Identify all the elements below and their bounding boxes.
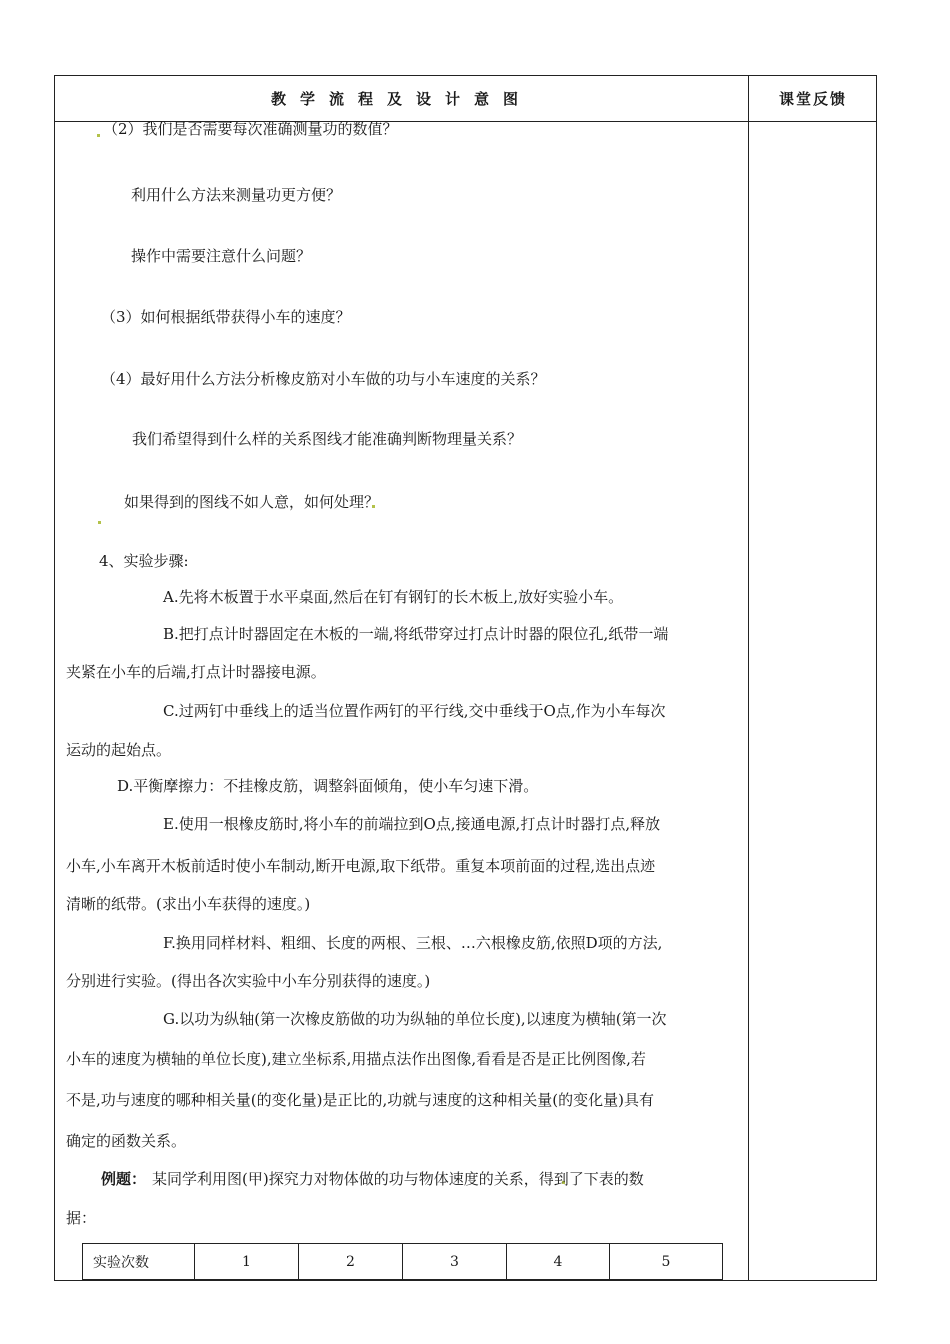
question-4: （4）最好用什么方法分析橡皮筋对小车做的功与小车速度的关系？ — [101, 370, 546, 388]
question-2b: 操作中需要注意什么问题？ — [131, 247, 312, 265]
table-header-cell: 实验次数 — [83, 1244, 195, 1279]
step-e-line3: 清晰的纸带。(求出小车获得的速度。) — [66, 895, 311, 913]
step-f-line1: F.换用同样材料、粗细、长度的两根、三根、…六根橡皮筋,依照D项的方法, — [163, 934, 663, 952]
example-text-line2: 据： — [66, 1209, 97, 1227]
step-g-line2: 小车的速度为横轴的单位长度),建立坐标系,用描点法作出图像,看看是否是正比例图像,若 — [66, 1050, 646, 1068]
step-c-line1: C.过两钉中垂线上的适当位置作两钉的平行线,交中垂线于O点,作为小车每次 — [163, 702, 666, 720]
step-b-line2: 夹紧在小车的后端,打点计时器接电源。 — [66, 663, 326, 681]
example-text-line1: 某同学利用图(甲)探究力对物体做的功与物体速度的关系，得到了下表的数 — [152, 1170, 644, 1188]
mark-dot — [97, 134, 100, 137]
mark-dot — [98, 521, 101, 524]
step-g-line4: 确定的函数关系。 — [66, 1132, 187, 1150]
example-label: 例题： — [101, 1170, 147, 1188]
experiment-data-table — [82, 1243, 723, 1280]
step-e-line1: E.使用一根橡皮筋时,将小车的前端拉到O点,接通电源,打点计时器打点,释放 — [163, 815, 661, 833]
step-f-line2: 分别进行实验。(得出各次实验中小车分别获得的速度。) — [66, 972, 431, 990]
step-g-line3: 不是,功与速度的哪种相关量(的变化量)是正比的,功就与速度的这种相关量(的变化量)具有 — [66, 1091, 654, 1109]
steps-title: 4、实验步骤: — [99, 552, 189, 570]
step-e-line2: 小车,小车离开木板前适时使小车制动,断开电源,取下纸带。重复本项前面的过程,选出点迹 — [66, 857, 656, 875]
question-2: （2）我们是否需要每次准确测量功的数值？ — [103, 120, 398, 138]
step-d: D.平衡摩擦力：不挂橡皮筋，调整斜面倾角，使小车匀速下滑。 — [117, 777, 539, 795]
question-3: （3）如何根据纸带获得小车的速度？ — [101, 308, 351, 326]
step-a: A.先将木板置于水平桌面,然后在钉有钢钉的长木板上,放好实验小车。 — [163, 588, 624, 606]
column-divider — [748, 75, 749, 1281]
column-header-feedback: 课堂反馈 — [778, 89, 847, 108]
table-col-5: 5 — [661, 1253, 671, 1270]
table-col-1: 1 — [195, 1244, 299, 1279]
step-b-line1: B.把打点计时器固定在木板的一端,将纸带穿过打点计时器的限位孔,纸带一端 — [163, 625, 669, 643]
column-header-process: 教学流程及设计意图 — [270, 89, 532, 108]
step-g-line1: G.以功为纵轴(第一次橡皮筋做的功为纵轴的单位长度),以速度为横轴(第一次 — [163, 1010, 667, 1028]
question-4b: 如果得到的图线不如人意，如何处理？ — [124, 493, 380, 511]
step-c-line2: 运动的起始点。 — [66, 741, 172, 759]
table-col-2: 2 — [299, 1244, 403, 1279]
question-4a: 我们希望得到什么样的关系图线才能准确判断物理量关系？ — [132, 430, 523, 448]
table-col-3: 3 — [403, 1244, 507, 1279]
table-col-4: 4 — [507, 1244, 610, 1279]
question-2a: 利用什么方法来测量功更方便？ — [131, 186, 342, 204]
